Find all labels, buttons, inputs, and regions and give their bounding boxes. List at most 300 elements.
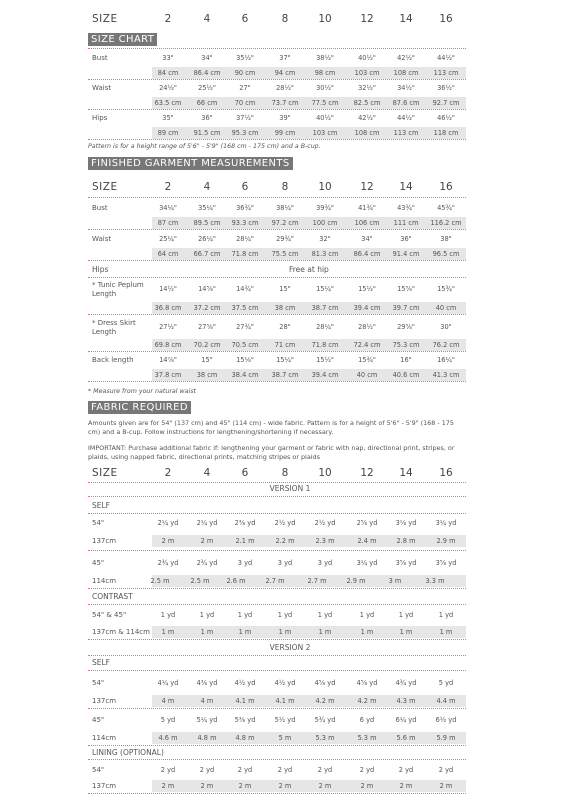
divider xyxy=(88,79,466,80)
cell: 106 cm xyxy=(354,219,380,227)
cell: 2¼ yd xyxy=(196,519,218,527)
divider xyxy=(88,351,466,352)
cell: 1 yd xyxy=(317,611,333,619)
table-row xyxy=(0,354,570,366)
cell: 28" xyxy=(279,323,291,331)
table-row xyxy=(0,609,570,621)
cell: 46½" xyxy=(437,114,455,122)
cell: 99 cm xyxy=(274,129,296,137)
cell: 103 cm xyxy=(312,129,338,137)
cell: 64 cm xyxy=(157,250,179,258)
fabric-intro: Amounts given are for 54" (137 cm) and 45" (114 cm) - wide fabric. Pattern is for a height of 5'6" - 5'9" (168 - 175 cm) and a B-cup. Follow instructions for lengthening/shortening if necessary. xyxy=(88,419,454,436)
cell: 39.4 cm xyxy=(311,371,339,379)
version-2-heading: VERSION 2 xyxy=(269,643,311,652)
cell: 2 m xyxy=(200,537,214,545)
size-4: 4 xyxy=(203,13,211,25)
cell: 37.2 cm xyxy=(193,304,221,312)
cell: 3¼ yd xyxy=(435,519,457,527)
divider xyxy=(88,496,466,497)
cell: 3 yd xyxy=(237,559,253,567)
cell: 28¼" xyxy=(316,323,334,331)
cell: 2 m xyxy=(360,782,374,790)
cell: 2 yd xyxy=(237,766,253,774)
table-row xyxy=(0,535,570,547)
hips-label: Hips xyxy=(92,265,109,274)
cell: 34" xyxy=(201,54,213,62)
cell: 29⅝" xyxy=(397,323,415,331)
cell: 40½" xyxy=(358,54,376,62)
cell: 108 cm xyxy=(393,69,419,77)
cell: 15½" xyxy=(316,356,334,364)
divider xyxy=(88,588,466,589)
cell: 41¾" xyxy=(358,204,376,212)
cell: 4⅝ yd xyxy=(356,679,378,687)
divider xyxy=(88,793,466,794)
cell: 29¾" xyxy=(276,235,294,243)
cell: 89.5 cm xyxy=(193,219,221,227)
divider xyxy=(88,139,466,140)
cell: 32½" xyxy=(358,84,376,92)
cell: 2.6 m xyxy=(226,577,246,585)
cell: 2.3 m xyxy=(315,537,335,545)
cell: 76.2 cm xyxy=(432,341,460,349)
cell: 2 m xyxy=(439,782,453,790)
row-label: Bust xyxy=(92,54,108,62)
cell: 43¾" xyxy=(397,204,415,212)
cell: 15" xyxy=(201,356,213,364)
size-6: 6 xyxy=(241,13,249,25)
cell: 2 m xyxy=(278,782,292,790)
cell: 5.9 m xyxy=(436,734,456,742)
cell: 28¼" xyxy=(236,235,254,243)
row-label: 114cm xyxy=(92,734,117,742)
size-8: 8 xyxy=(281,467,289,479)
cell: 2.4 m xyxy=(357,537,377,545)
cell: 3.3 m xyxy=(425,577,445,585)
table-row xyxy=(0,517,570,529)
cell: 15¾" xyxy=(437,285,455,293)
lining-heading: LINING (OPTIONAL) xyxy=(92,748,164,757)
table-row xyxy=(0,217,570,229)
size-8: 8 xyxy=(281,181,289,193)
cell: 2⅝ yd xyxy=(356,519,378,527)
size-2: 2 xyxy=(164,467,172,479)
divider xyxy=(88,670,466,671)
section-fabric-required: FABRIC REQUIRED xyxy=(88,401,191,414)
cell: 71.8 cm xyxy=(311,341,339,349)
cell: 2¾ yd xyxy=(157,559,179,567)
cell: 4 m xyxy=(161,697,175,705)
cell: 116.2 cm xyxy=(430,219,462,227)
cell: 71 cm xyxy=(274,341,296,349)
cell: 40.6 cm xyxy=(392,371,420,379)
cell: 95.3 cm xyxy=(231,129,259,137)
divider xyxy=(88,639,466,640)
self-heading-v2: SELF xyxy=(92,658,110,667)
size-label: SIZE xyxy=(92,13,118,25)
row-label: 137cm & 114cm xyxy=(92,628,150,636)
size-10: 10 xyxy=(318,467,332,479)
cell: 35½" xyxy=(236,54,254,62)
cell: 1 yd xyxy=(438,611,454,619)
cell: 15⅛" xyxy=(236,356,254,364)
cell: 2.7 m xyxy=(307,577,327,585)
cell: 2 yd xyxy=(359,766,375,774)
divider xyxy=(88,109,466,110)
table-row xyxy=(0,732,570,744)
hips-free-text: Free at hip xyxy=(289,265,329,274)
size-12: 12 xyxy=(360,467,374,479)
cell: 3 yd xyxy=(277,559,293,567)
divider xyxy=(88,550,466,551)
cell: 86.4 cm xyxy=(353,250,381,258)
size-14: 14 xyxy=(399,181,413,193)
row-label: Waist xyxy=(92,84,112,92)
table-row xyxy=(0,233,570,245)
cell: 4 m xyxy=(200,697,214,705)
section-finished-garment: FINISHED GARMENT MEASUREMENTS xyxy=(88,157,293,170)
cell: 2½ yd xyxy=(274,519,296,527)
self-heading-v1: SELF xyxy=(92,501,110,510)
row-label-line2: Length xyxy=(92,328,117,336)
cell: 5⅜ yd xyxy=(234,716,256,724)
cell: 36½" xyxy=(437,84,455,92)
size-8: 8 xyxy=(281,13,289,25)
row-label: Hips xyxy=(92,114,108,122)
cell: 37.5 cm xyxy=(231,304,259,312)
cell: 6¼ yd xyxy=(395,716,417,724)
cell: 3 m xyxy=(388,577,402,585)
cell: 42½" xyxy=(397,54,415,62)
size-2: 2 xyxy=(164,13,172,25)
cell: 28½" xyxy=(276,84,294,92)
cell: 16¼" xyxy=(437,356,455,364)
table-row xyxy=(0,369,570,381)
size-16: 16 xyxy=(439,181,453,193)
cell: 97.2 cm xyxy=(271,219,299,227)
cell: 2.8 m xyxy=(396,537,416,545)
size-header-row xyxy=(0,13,570,29)
cell: 108 cm xyxy=(354,129,380,137)
row-label: Back length xyxy=(92,356,134,364)
cell: 1 m xyxy=(318,628,332,636)
cell: 39.7 cm xyxy=(392,304,420,312)
cell: 37½" xyxy=(236,114,254,122)
cell: 36" xyxy=(400,235,412,243)
cell: 2 m xyxy=(161,782,175,790)
cell: 2 m xyxy=(238,782,252,790)
table-row xyxy=(0,283,570,295)
table-row xyxy=(0,52,570,64)
divider xyxy=(88,482,466,483)
table-row xyxy=(0,127,570,139)
size-4: 4 xyxy=(203,467,211,479)
cell: 113 cm xyxy=(393,129,419,137)
cell: 98 cm xyxy=(314,69,336,77)
finished-note: * Measure from your natural waist xyxy=(88,388,197,395)
cell: 1 m xyxy=(278,628,292,636)
cell: 94 cm xyxy=(274,69,296,77)
cell: 27⅝" xyxy=(198,323,216,331)
cell: 39¾" xyxy=(316,204,334,212)
table-row xyxy=(0,695,570,707)
cell: 3¼ yd xyxy=(356,559,378,567)
row-label: 54" xyxy=(92,519,105,527)
cell: 38¼" xyxy=(276,204,294,212)
cell: 15" xyxy=(279,285,291,293)
cell: 28½" xyxy=(358,323,376,331)
cell: 14⅝" xyxy=(198,285,216,293)
cell: 35" xyxy=(162,114,174,122)
cell: 4.8 m xyxy=(235,734,255,742)
divider xyxy=(88,708,466,709)
cell: 42½" xyxy=(358,114,376,122)
cell: 2 m xyxy=(200,782,214,790)
contrast-heading: CONTRAST xyxy=(92,592,133,601)
cell: 15½" xyxy=(358,285,376,293)
divider xyxy=(88,604,466,605)
cell: 113 cm xyxy=(433,69,459,77)
cell: 2 m xyxy=(318,782,332,790)
row-label: 45" xyxy=(92,716,105,724)
table-row xyxy=(0,202,570,214)
row-label: 137cm xyxy=(92,697,117,705)
size-16: 16 xyxy=(439,13,453,25)
size-2: 2 xyxy=(164,181,172,193)
size-16: 16 xyxy=(439,467,453,479)
cell: 5¼ yd xyxy=(196,716,218,724)
cell: 38½" xyxy=(316,54,334,62)
cell: 32" xyxy=(319,235,331,243)
cell: 3⅝ yd xyxy=(395,559,417,567)
cell: 37.8 cm xyxy=(154,371,182,379)
cell: 1 yd xyxy=(398,611,414,619)
table-row xyxy=(0,321,570,333)
cell: 38.7 cm xyxy=(271,371,299,379)
cell: 4.2 m xyxy=(357,697,377,705)
divider xyxy=(88,655,466,656)
cell: 4½ yd xyxy=(234,679,256,687)
cell: 38.4 cm xyxy=(231,371,259,379)
cell: 66 cm xyxy=(196,99,218,107)
cell: 2.9 m xyxy=(436,537,456,545)
cell: 100 cm xyxy=(312,219,338,227)
cell: 15¾" xyxy=(358,356,376,364)
size-12: 12 xyxy=(360,181,374,193)
size-10: 10 xyxy=(318,13,332,25)
cell: 2⅜ yd xyxy=(234,519,256,527)
table-row xyxy=(0,248,570,260)
cell: 66.7 cm xyxy=(193,250,221,258)
cell: 44½" xyxy=(437,54,455,62)
cell: 118 cm xyxy=(433,129,459,137)
cell: 1 m xyxy=(200,628,214,636)
cell: 2 yd xyxy=(398,766,414,774)
cell: 2 yd xyxy=(277,766,293,774)
cell: 30" xyxy=(440,323,452,331)
size-4: 4 xyxy=(203,181,211,193)
cell: 44½" xyxy=(397,114,415,122)
cell: 2 m xyxy=(399,782,413,790)
cell: 87 cm xyxy=(157,219,179,227)
cell: 1 yd xyxy=(199,611,215,619)
cell: 38" xyxy=(440,235,452,243)
cell: 27" xyxy=(239,84,251,92)
cell: 2.2 m xyxy=(275,537,295,545)
cell: 2 m xyxy=(161,537,175,545)
cell: 37" xyxy=(279,54,291,62)
cell: 40 cm xyxy=(356,371,378,379)
divider xyxy=(88,513,466,514)
row-label: 137cm xyxy=(92,782,117,790)
divider xyxy=(88,381,466,382)
table-row xyxy=(0,626,570,638)
size-header-row xyxy=(0,181,570,197)
cell: 35¼" xyxy=(198,204,216,212)
divider xyxy=(88,745,466,746)
cell: 6 yd xyxy=(359,716,375,724)
cell: 14¾" xyxy=(236,285,254,293)
cell: 2¼ yd xyxy=(157,519,179,527)
cell: 2 yd xyxy=(199,766,215,774)
row-label: 114cm xyxy=(92,577,117,585)
cell: 26¼" xyxy=(198,235,216,243)
cell: 4¼ yd xyxy=(157,679,179,687)
cell: 4.1 m xyxy=(235,697,255,705)
cell: 87.6 cm xyxy=(392,99,420,107)
cell: 45¾" xyxy=(437,204,455,212)
cell: 2¾ yd xyxy=(196,559,218,567)
divider xyxy=(88,48,466,49)
size-label: SIZE xyxy=(92,181,118,193)
cell: 2.5 m xyxy=(190,577,210,585)
size-12: 12 xyxy=(360,13,374,25)
row-label-line1: * Tunic Peplum xyxy=(92,281,144,289)
table-row xyxy=(0,764,570,776)
version-1-heading: VERSION 1 xyxy=(269,484,311,493)
table-row xyxy=(0,557,570,569)
cell: 4.6 m xyxy=(158,734,178,742)
cell: 2.1 m xyxy=(235,537,255,545)
cell: 4.8 m xyxy=(197,734,217,742)
cell: 4.3 m xyxy=(396,697,416,705)
row-label: 45" xyxy=(92,559,105,567)
cell: 91.5 cm xyxy=(193,129,221,137)
cell: 15¼" xyxy=(276,356,294,364)
table-row xyxy=(0,714,570,726)
cell: 25¼" xyxy=(159,235,177,243)
divider xyxy=(88,197,466,198)
cell: 75.3 cm xyxy=(392,341,420,349)
cell: 3⅛ yd xyxy=(395,519,417,527)
divider xyxy=(88,229,466,230)
cell: 24½" xyxy=(159,84,177,92)
size-14: 14 xyxy=(399,13,413,25)
cell: 5.3 m xyxy=(315,734,335,742)
divider xyxy=(88,759,466,760)
cell: 2.9 m xyxy=(346,577,366,585)
size-header-row xyxy=(0,467,570,483)
cell: 1 m xyxy=(360,628,374,636)
cell: 34" xyxy=(361,235,373,243)
cell: 38 cm xyxy=(196,371,218,379)
cell: 4½ yd xyxy=(274,679,296,687)
cell: 82.5 cm xyxy=(353,99,381,107)
cell: 91.4 cm xyxy=(392,250,420,258)
table-row xyxy=(0,67,570,79)
cell: 4⅜ yd xyxy=(196,679,218,687)
cell: 40 cm xyxy=(435,304,457,312)
cell: 5¾ yd xyxy=(314,716,336,724)
cell: 40½" xyxy=(316,114,334,122)
cell: 15¼" xyxy=(316,285,334,293)
cell: 4⅝ yd xyxy=(314,679,336,687)
cell: 4.4 m xyxy=(436,697,456,705)
size-6: 6 xyxy=(241,181,249,193)
cell: 1 yd xyxy=(160,611,176,619)
cell: 39" xyxy=(279,114,291,122)
size-chart-note: Pattern is for a height range of 5'6" - 5'9" (168 cm - 175 cm) and a B-cup. xyxy=(88,143,321,150)
cell: 41.3 cm xyxy=(432,371,460,379)
cell: 2 yd xyxy=(317,766,333,774)
cell: 96.5 cm xyxy=(432,250,460,258)
cell: 86.4 cm xyxy=(193,69,221,77)
cell: 4¾ yd xyxy=(395,679,417,687)
cell: 39.4 cm xyxy=(353,304,381,312)
cell: 4.2 m xyxy=(315,697,335,705)
cell: 89 cm xyxy=(157,129,179,137)
cell: 1 m xyxy=(399,628,413,636)
divider xyxy=(88,314,466,315)
size-6: 6 xyxy=(241,467,249,479)
cell: 63.5 cm xyxy=(154,99,182,107)
cell: 92.7 cm xyxy=(432,99,460,107)
cell: 30½" xyxy=(316,84,334,92)
divider xyxy=(88,260,466,261)
cell: 1 yd xyxy=(277,611,293,619)
cell: 4.1 m xyxy=(275,697,295,705)
cell: 2 yd xyxy=(438,766,454,774)
table-row xyxy=(0,575,570,587)
table-row xyxy=(0,677,570,689)
table-row xyxy=(0,112,570,124)
row-label: 137cm xyxy=(92,537,117,545)
cell: 15⅝" xyxy=(397,285,415,293)
fabric-important: IMPORTANT: Purchase additional fabric if: lengthening your garment or fabric with nap, directional print, stripes, or plaids, using napped fabric, directional prints, matching stripes or plaids xyxy=(88,444,455,461)
cell: 5.3 m xyxy=(357,734,377,742)
cell: 93.3 cm xyxy=(231,219,259,227)
cell: 27¾" xyxy=(236,323,254,331)
cell: 69.8 cm xyxy=(154,341,182,349)
cell: 73.7 cm xyxy=(271,99,299,107)
cell: 33" xyxy=(162,54,174,62)
cell: 3 yd xyxy=(317,559,333,567)
row-label: Bust xyxy=(92,204,108,212)
cell: 1 yd xyxy=(359,611,375,619)
divider xyxy=(88,277,466,278)
row-label: 54" & 45" xyxy=(92,611,127,619)
cell: 5½ yd xyxy=(274,716,296,724)
cell: 5 m xyxy=(278,734,292,742)
cell: 72.4 cm xyxy=(353,341,381,349)
row-label-line2: Length xyxy=(92,290,117,298)
cell: 14½" xyxy=(159,285,177,293)
cell: 34½" xyxy=(397,84,415,92)
cell: 36" xyxy=(201,114,213,122)
cell: 90 cm xyxy=(234,69,256,77)
row-label-line1: * Dress Skirt xyxy=(92,319,136,327)
row-label: 54" xyxy=(92,766,105,774)
